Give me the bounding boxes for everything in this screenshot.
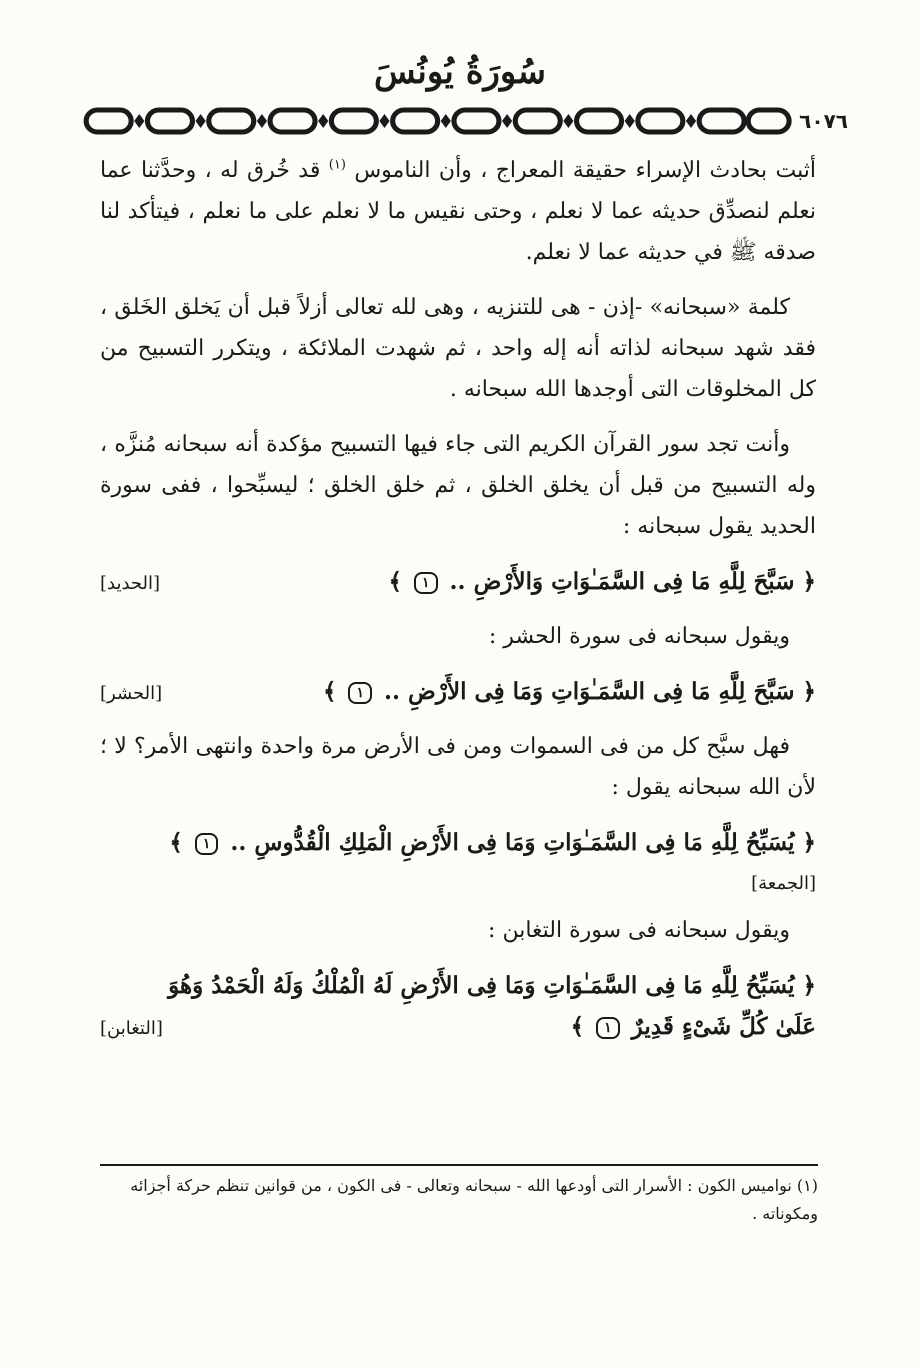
page-header <box>78 104 848 138</box>
ayah-hadid-text <box>389 561 817 602</box>
ayah-jumua-text <box>100 822 816 863</box>
ayah-taghabun <box>100 965 816 1049</box>
paragraph-5: فهل سبَّح كل من فى السموات ومن فى الأرض مرة واحدة وانتهى الأمر؟ لا ؛ لأن الله سبحانه يقول : <box>100 734 816 800</box>
paragraph-2: كلمة «سبحانه» -إذن - هى للتنزيه ، وهى لله تعالى أزلاً قبل أن يَخلق الخَلق ، فقد شهد سبحانه لذاته أنه إله واحد ، ثم شهدت الملائكة ، ويتكرر التسبيح من كل المخلوقات التى أوجدها الله سبحانه . <box>100 295 816 402</box>
paragraph-3: وأنت تجد سور القرآن الكريم التى جاء فيها التسبيح مؤكدة أنه سبحانه مُنزَّه ، وله التسبيح من قبل أن يخلق الخلق ، ثم خلق الخلق ؛ ليسبِّحوا ، ففى سورة الحديد يقول سبحانه : <box>100 432 816 539</box>
ayah-hadid <box>100 561 816 604</box>
ayah-hadid-words: ﴿ سَبَّحَ لِلَّهِ مَا فِى السَّمَـٰوَاتِ وَالأَرْضِ .. <box>449 568 816 595</box>
ayah-close-bracket: ﴾ <box>169 829 183 856</box>
sura-reference-hashr: [الحشر] <box>100 683 163 704</box>
paragraph-4: ويقول سبحانه فى سورة الحشر : <box>488 624 790 649</box>
sura-reference-jumua: [الجمعة] <box>751 873 816 894</box>
ayah-close-bracket: ﴾ <box>388 568 402 595</box>
ayah-taghabun-line2 <box>571 1006 816 1047</box>
ayah-taghabun-line1: ﴿ يُسَبِّحُ لِلَّهِ مَا فِى السَّمَـٰوَاتِ وَمَا فِى الأَرْضِ لَهُ الْمُلْكُ وَلَهُ الْحَمْدُ وَهُوَ <box>168 972 816 999</box>
paragraph-1 <box>100 150 816 273</box>
paragraph-1-rest: قد خُرق له ، وحدَّثنا عما نعلم لنصدِّق حديثه عما لا نعلم ، وحتى نقيس ما لا نعلم على ما نعلم ، فيتأكد لنا صدقه ﷺ في حديثه عما لا نعلم. <box>100 158 816 265</box>
paragraph-1-text: أثبت بحادث الإسراء حقيقة المعراج ، وأن الناموس <box>354 158 816 183</box>
ornamental-border <box>78 104 793 138</box>
footnote-marker[interactable]: (١) <box>328 157 346 173</box>
ayah-jumua <box>100 822 816 904</box>
page-number: ٦٠٧٦ <box>799 109 848 133</box>
ayah-hashr-words: ﴿ سَبَّحَ لِلَّهِ مَا فِى السَّمَـٰوَاتِ وَمَا فِى الأَرْضِ .. <box>384 678 816 705</box>
verse-number: ١ <box>348 682 372 704</box>
paragraph-6: ويقول سبحانه فى سورة التغابن : <box>488 918 790 943</box>
ayah-taghabun-words: عَلَىٰ كُلِّ شَىْءٍ قَدِيرٌ <box>631 1013 816 1040</box>
sura-reference-hadid: [الحديد] <box>100 573 161 594</box>
ayah-close-bracket: ﴾ <box>570 1013 585 1040</box>
ayah-hashr-text <box>323 671 816 712</box>
sura-reference-taghabun: [التغابن] <box>100 1018 163 1039</box>
verse-number: ١ <box>195 833 219 855</box>
ayah-hashr <box>100 671 816 714</box>
ayah-jumua-words: ﴿ يُسَبِّحُ لِلَّهِ مَا فِى السَّمَـٰوَاتِ وَمَا فِى الأَرْضِ الْمَلِكِ الْقُدُّوسِ .. <box>230 829 816 856</box>
main-text <box>100 150 816 1055</box>
verse-number: ١ <box>414 572 438 594</box>
verse-number: ١ <box>596 1017 620 1039</box>
footnote-divider <box>100 1164 818 1166</box>
ayah-close-bracket: ﴾ <box>322 678 337 705</box>
sura-title: سُورَةُ يُونُسَ <box>374 52 546 92</box>
footnote-text: (١) نواميس الكون : الأسرار التى أودعها الله - سبحانه وتعالى - فى الكون ، من قوانين تنظم حركة أجزائه ومكوناته . <box>130 1176 818 1223</box>
ayah-taghabun-line2-row <box>100 1006 816 1049</box>
